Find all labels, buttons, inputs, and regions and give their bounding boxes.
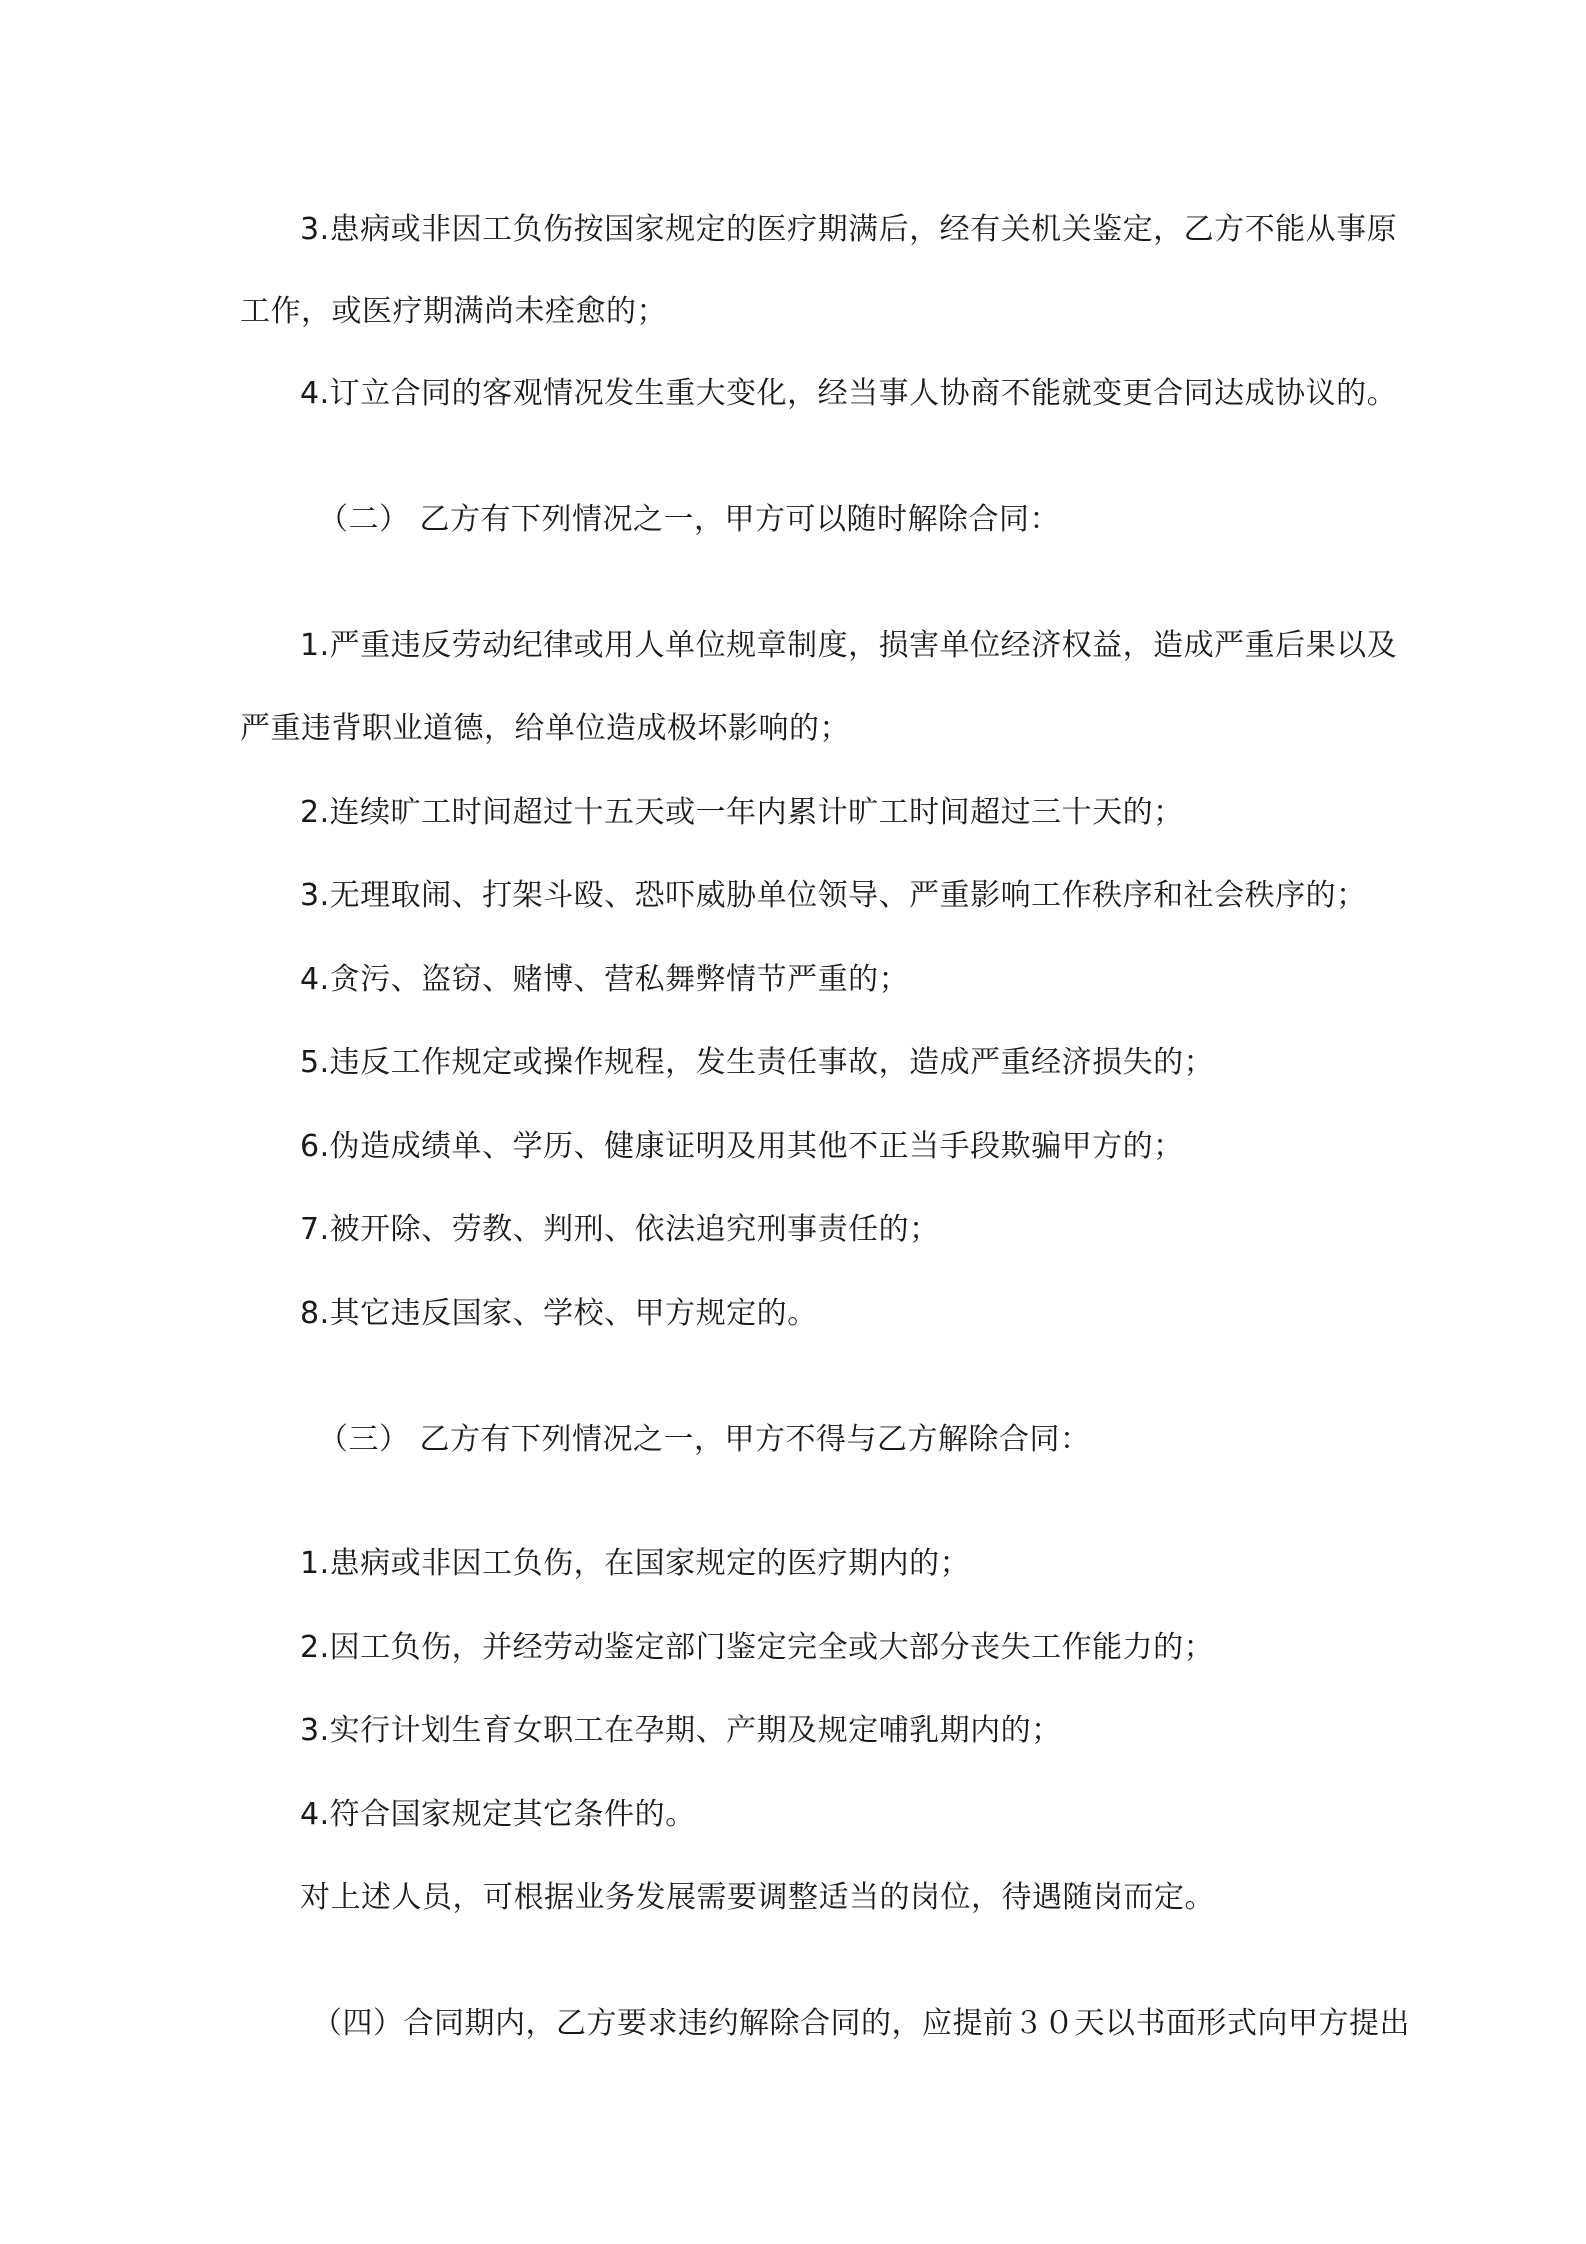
section-4-line-1: （四）合同期内，乙方要求违约解除合同的，应提前３０天以书面形式向甲方提出 xyxy=(312,2006,1410,2041)
section-2-item-2: 2.连续旷工时间超过十五天或一年内累计旷工时间超过三十天的； xyxy=(300,795,1184,830)
section-3-item-3: 3.实行计划生育女职工在孕期、产期及规定哺乳期内的； xyxy=(300,1713,1062,1748)
clause-item-4: 4.订立合同的客观情况发生重大变化，经当事人协商不能就变更合同达成协议的。 xyxy=(300,376,1398,411)
section-2-heading: （二） 乙方有下列情况之一，甲方可以随时解除合同： xyxy=(318,502,1061,537)
section-3-note: 对上述人员，可根据业务发展需要调整适当的岗位，待遇随岗而定。 xyxy=(300,1880,1215,1915)
clause-item-3-line-1: 3.患病或非因工负伤按国家规定的医疗期满后，经有关机关鉴定，乙方不能从事原 xyxy=(300,212,1398,247)
section-2-item-3: 3.无理取闹、打架斗殴、恐吓威胁单位领导、严重影响工作秩序和社会秩序的； xyxy=(300,878,1367,913)
section-2-item-6: 6.伪造成绩单、学历、健康证明及用其他不正当手段欺骗甲方的； xyxy=(300,1129,1184,1164)
section-2-item-7: 7.被开除、劳教、判刑、依法追究刑事责任的； xyxy=(300,1212,940,1247)
section-3-item-4: 4.符合国家规定其它条件的。 xyxy=(300,1797,696,1832)
section-2-item-5: 5.违反工作规定或操作规程，发生责任事故，造成严重经济损失的； xyxy=(300,1045,1215,1080)
section-2-item-1-line-2: 严重违背职业道德，给单位造成极坏影响的； xyxy=(240,711,850,746)
clause-item-3-line-2: 工作，或医疗期满尚未痊愈的； xyxy=(240,294,667,329)
section-2-item-4: 4.贪污、盗窃、赌博、营私舞弊情节严重的； xyxy=(300,962,910,997)
section-3-heading: （三） 乙方有下列情况之一，甲方不得与乙方解除合同： xyxy=(318,1422,1091,1457)
section-2-item-8: 8.其它违反国家、学校、甲方规定的。 xyxy=(300,1296,818,1331)
section-2-item-1-line-1: 1.严重违反劳动纪律或用人单位规章制度，损害单位经济权益，造成严重后果以及 xyxy=(300,628,1398,663)
section-3-item-2: 2.因工负伤，并经劳动鉴定部门鉴定完全或大部分丧失工作能力的； xyxy=(300,1630,1215,1665)
section-3-item-1: 1.患病或非因工负伤，在国家规定的医疗期内的； xyxy=(300,1546,971,1581)
